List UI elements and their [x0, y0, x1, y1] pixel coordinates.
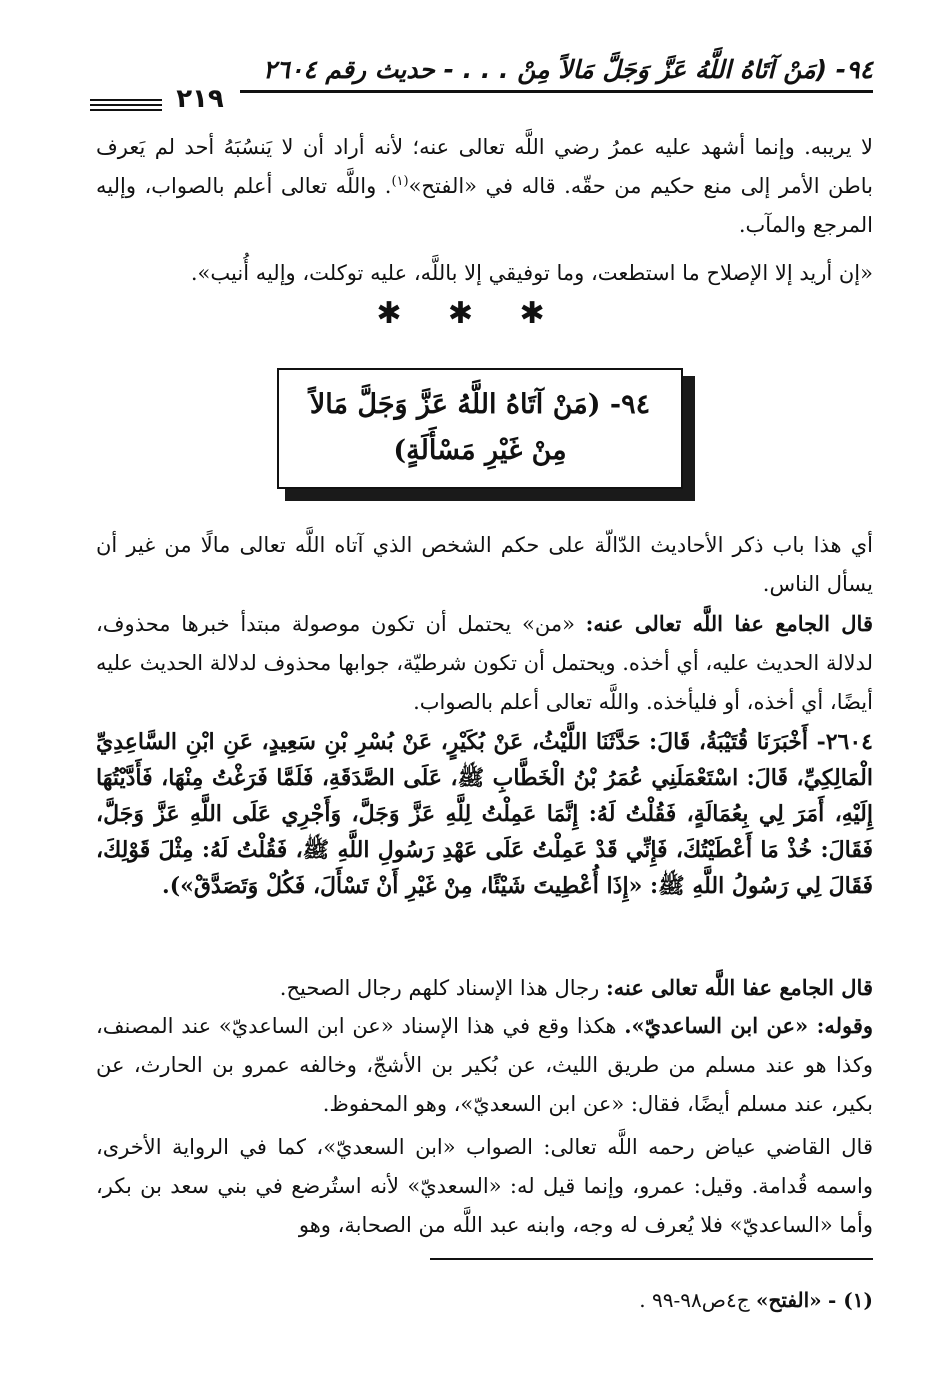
paragraph-1-text: لا يريبه. وإنما أشهد عليه عمرُ رضي اللَّه تعالى عنه؛ لأنه أراد أن لا يَنسُبَهُ أحد لم يَعرف باطن الأمر إلى منع حكيم من حقّه. قاله في «الفتح»: [96, 135, 873, 198]
commentator-lead: قال الجامع عفا اللَّه تعالى عنه:: [605, 975, 873, 1000]
page-number: ٢١٩: [176, 84, 224, 114]
paragraph-commentary-3: [96, 1006, 873, 1124]
footnote-number: (١) -: [828, 1288, 873, 1312]
paragraph-1-tail: . واللَّه تعالى أعلم بالصواب، وإليه المرجع والمآب.: [96, 174, 873, 237]
footnote-reference[interactable]: (١): [391, 174, 409, 189]
header-rule-left: [90, 104, 162, 106]
footnote-book-title: «الفتح»: [755, 1288, 822, 1312]
paragraph-commentary-4: قال القاضي عياض رحمه اللَّه تعالى: الصواب «ابن السعديّ»، كما في الرواية الأخرى، واسمه قُدامة. وقيل: عمرو، وإنما قيل له: «السعديّ» لأنه استُرضع في بني سعد بن بكر، وأما «الساعديّ» فلا يُعرف له وجه، وابنه عبد اللَّه من الصحابة، وهو: [96, 1135, 873, 1237]
footnote: [96, 1284, 873, 1316]
paragraph-commentary-1: [96, 604, 873, 722]
header-rule: [240, 90, 873, 93]
commentary-text: هكذا وقع في هذا الإسناد «عن ابن الساعديّ» عند المصنف، وكذا هو عند مسلم من طريق الليث، عن بُكير بن الأشجّ، وخالفه عمرو بن الحارث، عن بكير، عند مسلم أيضًا، فقال: «عن ابن السعديّ»، وهو المحفوظ.: [96, 1014, 873, 1116]
footnote-reference-text: ج٤ص٩٨-٩٩ .: [639, 1288, 756, 1312]
commentator-lead: قال الجامع عفا اللَّه تعالى عنه:: [585, 611, 873, 636]
chapter-heading: ٩٤- (مَنْ آتَاهُ اللَّهُ عَزَّ وَجَلَّ مَالاً مِنْ غَيْرِ مَسْأَلَةٍ): [277, 368, 683, 489]
commentary-text: «من» يحتمل أن تكون موصولة مبتدأ خبرها محذوف، لدلالة الحديث عليه، أي أخذه. ويحتمل أن تكون شرطيّة، جوابها محذوف لدلالة الحديث عليه أيضًا، أي أخذه، أو فليأخذه. واللَّه تعالى أعلم بالصواب.: [96, 612, 873, 714]
paragraph-1: [96, 128, 873, 245]
paragraph-quote: «إن أريد إلا الإصلاح ما استطعت، وما توفيقي إلا باللَّه، عليه توكلت، وإليه أُنيب».: [190, 261, 873, 285]
commentary-text: رجال هذا الإسناد كلهم رجال الصحيح.: [279, 976, 606, 1000]
hadith-text: ٢٦٠٤- أَخْبَرَنَا قُتَيْبَةُ، قَالَ: حَدَّثَنَا اللَّيْثُ، عَنْ بُكَيْرٍ، عَنْ بُسْرِ بْنِ سَعِيدٍ، عَنِ ابْنِ السَّاعِدِيِّ الْمَالِكِيِّ، قَالَ: اسْتَعْمَلَنِي عُمَرُ بْنُ الْخَطَّابِ ﷺ، عَلَى الصَّدَقَةِ، فَلَمَّا فَرَغْتُ مِنْهَا، فَأَدَّيْتُهَا إِلَيْهِ، أَمَرَ لِي بِعُمَالَةٍ، فَقُلْتُ لَهُ: إِنَّمَا عَمِلْتُ لِلَّهِ عَزَّ وَجَلَّ، وَأَجْرِي عَلَى اللَّهِ عَزَّ وَجَلَّ، فَقَالَ: خُذْ مَا أَعْطَيْتُكَ، فَإِنِّي قَدْ عَمِلْتُ عَلَى عَهْدِ رَسُولِ اللَّهِ ﷺ، فَقُلْتُ لَهُ: مِثْلَ قَوْلِكَ، فَقَالَ لِي رَسُولُ اللَّهِ ﷺ: «إِذَا أُعْطِيتَ شَيْئًا، مِنْ غَيْرِ أَنْ تَسْأَلَ، فَكُلْ وَتَصَدَّقْ»).: [96, 729, 873, 899]
paragraph-commentary-2: [96, 968, 873, 1008]
paragraph-chapter-intro: أي هذا باب ذكر الأحاديث الدّالّة على حكم الشخص الذي آتاه اللَّه تعالى مالًا من غير أن يسأل الناس.: [96, 533, 873, 596]
footnote-separator: [430, 1258, 873, 1260]
quoted-phrase: وقوله: «عن ابن الساعديّ».: [624, 1013, 874, 1038]
header-rule-left: [90, 109, 162, 111]
section-separator-stars: ✱ ✱ ✱: [376, 296, 563, 331]
header-rule-left: [90, 99, 162, 101]
running-header-title: ٩٤- (مَنْ آتَاهُ اللَّهُ عَزَّ وَجَلَّ مَالاً مِنْ . . . - حديث رقم ٢٦٠٤: [263, 55, 873, 84]
